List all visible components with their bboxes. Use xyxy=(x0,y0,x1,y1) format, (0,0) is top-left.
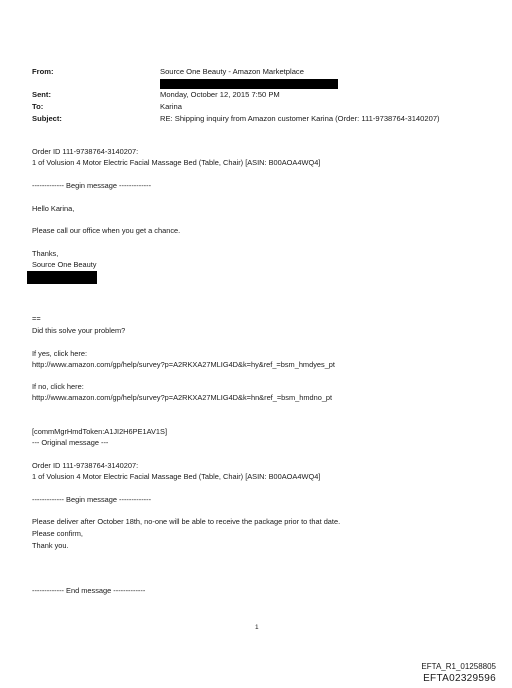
confirm-line: Please confirm, xyxy=(32,529,83,538)
to-label: To: xyxy=(32,102,44,111)
sent-label: Sent: xyxy=(32,90,51,99)
begin-message-marker: ------------- Begin message ------------- xyxy=(32,495,152,504)
subject-value: RE: Shipping inquiry from Amazon customer Karina (Order: 111-9738764-3140207) xyxy=(160,114,440,123)
signature: Source One Beauty xyxy=(32,260,97,269)
yes-label: If yes, click here: xyxy=(32,349,88,358)
no-link[interactable]: http://www.amazon.com/gp/help/survey?p=A2RKXA27MLIG4D&k=hn&ref_=bsm_hmdno_pt xyxy=(32,393,333,402)
order-id-line: Order ID 111-9738764-3140207: xyxy=(32,461,139,470)
message-text: Please call our office when you get a chance. xyxy=(32,226,181,235)
token-line: [commMgrHmdToken:A1JI2H6PE1AV1S] xyxy=(32,427,167,436)
closing: Thanks, xyxy=(32,249,59,258)
thank-you-line: Thank you. xyxy=(32,541,69,550)
subject-label: Subject: xyxy=(32,114,62,123)
item-line: 1 of Volusion 4 Motor Electric Facial Massage Bed (Table, Chair) [ASIN: B00AOA4WQ4] xyxy=(32,158,321,167)
redaction-box xyxy=(27,271,97,284)
survey-question: Did this solve your problem? xyxy=(32,326,126,335)
page-number: 1 xyxy=(255,624,259,631)
bates-number-primary: EFTA_R1_01258805 xyxy=(421,662,496,671)
item-line: 1 of Volusion 4 Motor Electric Facial Massage Bed (Table, Chair) [ASIN: B00AOA4WQ4] xyxy=(32,472,321,481)
no-label: If no, click here: xyxy=(32,382,84,391)
original-message-marker: --- Original message --- xyxy=(32,438,109,447)
delivery-request: Please deliver after October 18th, no-one will be able to receive the package prior to that date. xyxy=(32,517,341,526)
yes-link[interactable]: http://www.amazon.com/gp/help/survey?p=A2RKXA27MLIG4D&k=hy&ref_=bsm_hmdyes_pt xyxy=(32,360,335,369)
order-id-line: Order ID 111-9738764-3140207: xyxy=(32,147,139,156)
sent-value: Monday, October 12, 2015 7:50 PM xyxy=(160,90,280,99)
from-value: Source One Beauty - Amazon Marketplace xyxy=(160,67,304,76)
begin-message-marker: ------------- Begin message ------------- xyxy=(32,181,152,190)
from-label: From: xyxy=(32,67,54,76)
greeting: Hello Karina, xyxy=(32,204,75,213)
redaction-box xyxy=(160,79,338,89)
bates-number-secondary: EFTA02329596 xyxy=(423,673,496,684)
separator: == xyxy=(32,314,41,323)
end-message-marker: ------------- End message ------------- xyxy=(32,586,146,595)
to-value: Karina xyxy=(160,102,182,111)
